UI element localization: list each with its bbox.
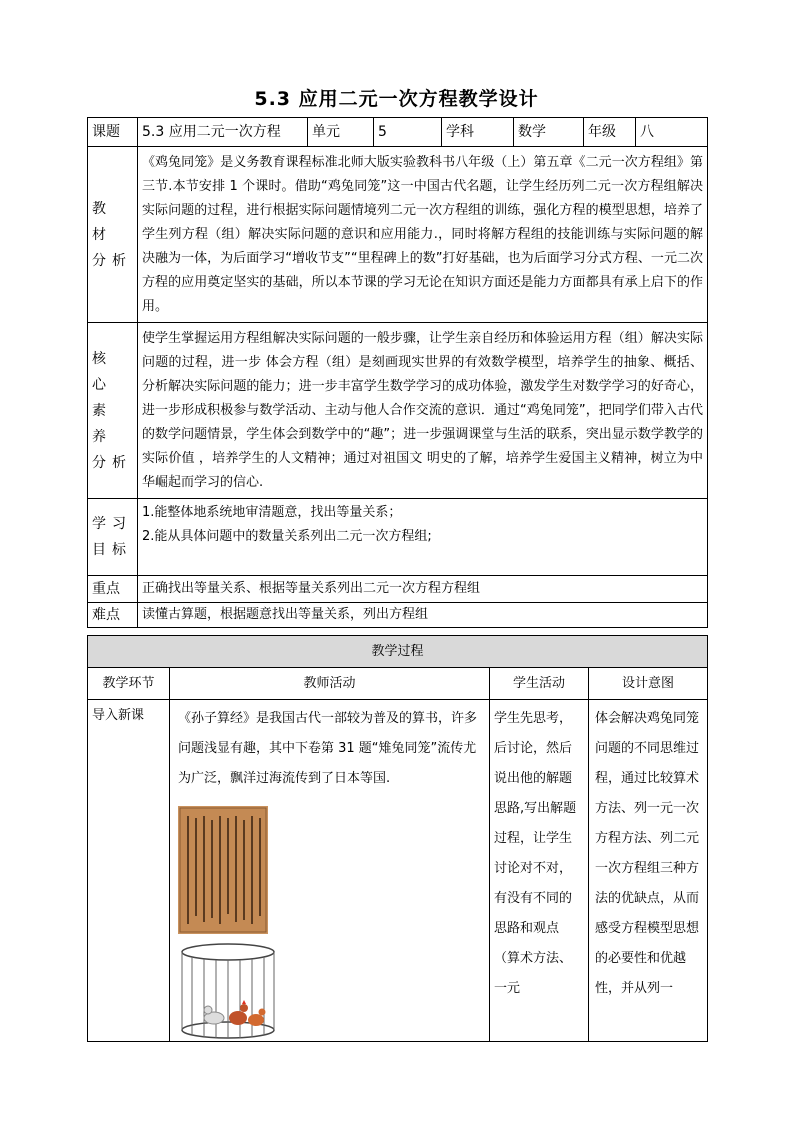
goals-list <box>138 499 708 576</box>
difficulty-text: 读懂古算题，根据题意找出等量关系，列出方程组 <box>138 603 708 628</box>
chicken-rabbit-cage-image <box>178 940 278 1040</box>
literacy-text: 使学生掌握运用方程组解决实际问题的一般步骤，让学生亲自经历和体验运用方程（组）解决实际问题的过程，进一步 体会方程（组）是刻画现实世界的有效数学模型，培养学生的抽象、概括、分析解决实际问题的能力；进一步丰富学生数学学习的成功体验，激发学生对数学学习的好奇心，进一步形成积极参与数学活动、主动与他人合作交流的意识．通过“鸡兔同笼”，把同学们带入古代的数学问题情景，学生体会到数学中的“趣”；进一步强调课堂与生活的联系，突出显示数学教学的实际价值 ，培养学生的人文精神；通过对祖国文 明史的了解，培养学生爱国主义精神，树立为中华崛起而学习的信心. <box>138 323 708 499</box>
literacy-label: 核 心 素 养 分析 <box>88 323 138 499</box>
page-title: 5.3 应用二元一次方程教学设计 <box>254 88 539 110</box>
info-table <box>87 117 708 628</box>
col-intent: 设计意图 <box>589 668 708 700</box>
intent-cell: 体会解决鸡兔同笼问题的不同思维过程，通过比较算术方法、列一元一次方程方法、列二元一次方程组三种方法的优缺点，从而感受方程模型思想的必要性和优越性，并从列一 <box>589 700 708 1042</box>
col-stage: 教学环节 <box>88 668 170 700</box>
subject-value: 数学 <box>514 118 584 147</box>
analysis-label: 教 材 分析 <box>88 147 138 323</box>
cage-icon <box>178 940 278 1040</box>
goal-item: 1.能整体地系统地审清题意，找出等量关系； <box>142 505 402 520</box>
unit-label: 单元 <box>308 118 374 147</box>
goals-label: 学习 目标 <box>88 499 138 576</box>
goal-item: 2.能从具体问题中的数量关系列出二元一次方程组; <box>142 529 432 544</box>
process-table <box>87 635 708 1042</box>
subject-label: 学科 <box>442 118 514 147</box>
ancient-book-icon <box>178 806 268 934</box>
grade-value: 八 <box>636 118 708 147</box>
difficulty-label: 难点 <box>88 603 138 628</box>
keypoint-label: 重点 <box>88 576 138 603</box>
topic-label: 课题 <box>88 118 138 147</box>
topic-value: 5.3 应用二元一次方程 <box>138 118 308 147</box>
stage-cell: 导入新课 <box>88 700 170 1042</box>
keypoint-text: 正确找出等量关系、根据等量关系列出二元一次方程方程组 <box>138 576 708 603</box>
teacher-text: 《孙子算经》是我国古代一部较为普及的算书，许多问题浅显有趣，其中下卷第 31 题“雉兔同笼”流传尤为广泛，飘洋过海流传到了日本等国. <box>178 711 478 786</box>
col-teacher: 教师活动 <box>170 668 490 700</box>
student-cell: 学生先思考，后讨论，然后说出他的解题思路,写出解题过程，让学生讨论对不对，有没有不同的思路和观点（算术方法、一元 <box>490 700 589 1042</box>
analysis-text: 《鸡兔同笼》是义务教育课程标准北师大版实验教科书八年级（上）第五章《二元一次方程组》第三节.本节安排 1 个课时。借助“鸡兔同笼”这一中国古代名题，让学生经历列二元一次方程组解决实际问题的过程，进行根据实际问题情境列二元一次方程组的训练，强化方程的模型思想，培养了学生列方程（组）解决实际问题的意识和应用能力.，同时将解方程组的技能训练与实际问题的解决融为一体，为后面学习“增收节支”“里程碑上的数”打好基础，也为后面学习分式方程、一元二次方程的应用奠定坚实的基础，所以本节课的学习无论在知识方面还是能力方面都具有承上启下的作用。 <box>138 147 708 323</box>
unit-value: 5 <box>374 118 442 147</box>
col-student: 学生活动 <box>490 668 589 700</box>
process-title: 教学过程 <box>88 636 708 668</box>
grade-label: 年级 <box>584 118 636 147</box>
teacher-cell <box>170 700 490 1042</box>
ancient-book-image <box>178 806 268 934</box>
